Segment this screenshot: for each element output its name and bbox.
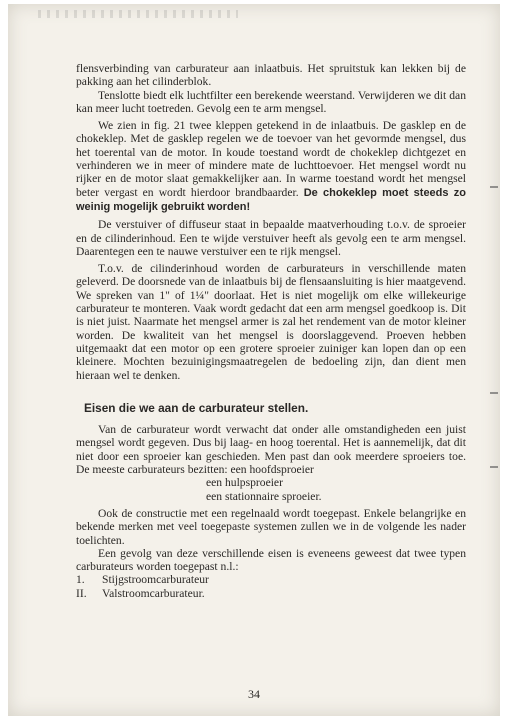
top-edge-smudge xyxy=(38,10,238,18)
section-heading: Eisen die we aan de carburateur stellen. xyxy=(84,400,309,415)
sproeier-item: een hulpsproeier xyxy=(206,476,283,490)
paragraph: De verstuiver of diffuseur staat in bepaalde maatverhouding t.o.v. de sproeier en de cilinderinhoud. Een te wijde verstuiver heeft als gevolg een te arm mengsel. Daarentegen een te nauwe verstuiver een te rijk mengsel. xyxy=(76,218,466,258)
type-item xyxy=(76,573,466,586)
type-label: Valstroomcarburateur. xyxy=(102,586,205,600)
paragraph: T.o.v. de cilinderinhoud worden de carburateurs in verschillende maten geleverd. De doorsnede van de inlaatbuis bij de flensaansluiting is hier maatgevend. We spreken van 1" of 1¼" doorlaat. Het is niet mogelijk om elke willekeurige carburateur te monteren. Vaak wordt gedacht dat een arm mengsel goedkoop is. Dit is niet juist. Naarmate het mengsel armer is zal het rendement van de motor kleiner worden. De kwaliteit van het mengsel is doorslaggevend. Proeven hebben uitgemaakt dat een motor op een grotere sproeier zuiniger kan lopen dan op een kleinere. Mochten bezuinigingsmaatregelen de bedoeling zijn, dan dient men hieraan wel te denken. xyxy=(76,262,466,382)
page-number: 34 xyxy=(248,687,260,701)
paragraph-text: We zien in fig. 21 twee kleppen getekend in de inlaatbuis. De gasklep en de chokeklep. Met de gasklep regelen we de toevoer van het gevormde mengsel, dus het toerental van de motor. In koude toestand wordt de chokeklep dichtgezet en verhinderen we in meer of mindere mate de luchttoevoer. Het mengsel wordt nu rijker en de motor slaat gemakkelijker aan. In warme toestand wordt het mengsel beter vergast en wordt hierdoor brandbaarder. xyxy=(76,119,466,199)
paragraph: Van de carburateur wordt verwacht dat onder alle omstandigheden een juist mengsel wordt gegeven. Dus bij laag- en hoog toerental. Het is aannemelijk, dat dit niet door een sproeier kan geschieden. Men past dan ook meerdere sproeiers toe. De meeste carburateurs bezitten: een hoofdsproeier xyxy=(76,423,466,477)
sproeier-item: een stationnaire sproeier. xyxy=(206,489,322,503)
paragraph: flensverbinding van carburateur aan inlaatbuis. Het spruitstuk kan lekken bij de pakking aan het cilinderblok. xyxy=(76,62,466,89)
paragraph: Ook de constructie met een regelnaald wordt toegepast. Enkele belangrijke en bekende merken met veel toegepaste systemen zullen we in de volgende les nader toelichten. xyxy=(76,506,466,547)
paragraph: Tenslotte biedt elk luchtfilter een berekende weerstand. Verwijderen we dit dan kan meer lucht toetreden. Gevolg een te arm mengsel. xyxy=(76,88,466,115)
type-label: Stijgstroomcarburateur xyxy=(102,573,209,587)
book-page xyxy=(8,4,500,716)
type-number: 1. xyxy=(76,573,85,587)
type-number: II. xyxy=(76,586,87,600)
paragraph: Een gevolg van deze verschillende eisen is eveneens geweest dat twee typen carburateurs worden toegepast n.l.: xyxy=(76,546,466,574)
bold-warning: De chokeklep moet steeds zo weinig mogelijk gebruikt worden! xyxy=(76,186,466,213)
edge-mark xyxy=(490,186,498,188)
type-item xyxy=(76,587,466,600)
page-content xyxy=(76,62,466,600)
edge-mark xyxy=(490,466,498,468)
paragraph xyxy=(76,119,466,214)
edge-mark xyxy=(490,392,498,394)
